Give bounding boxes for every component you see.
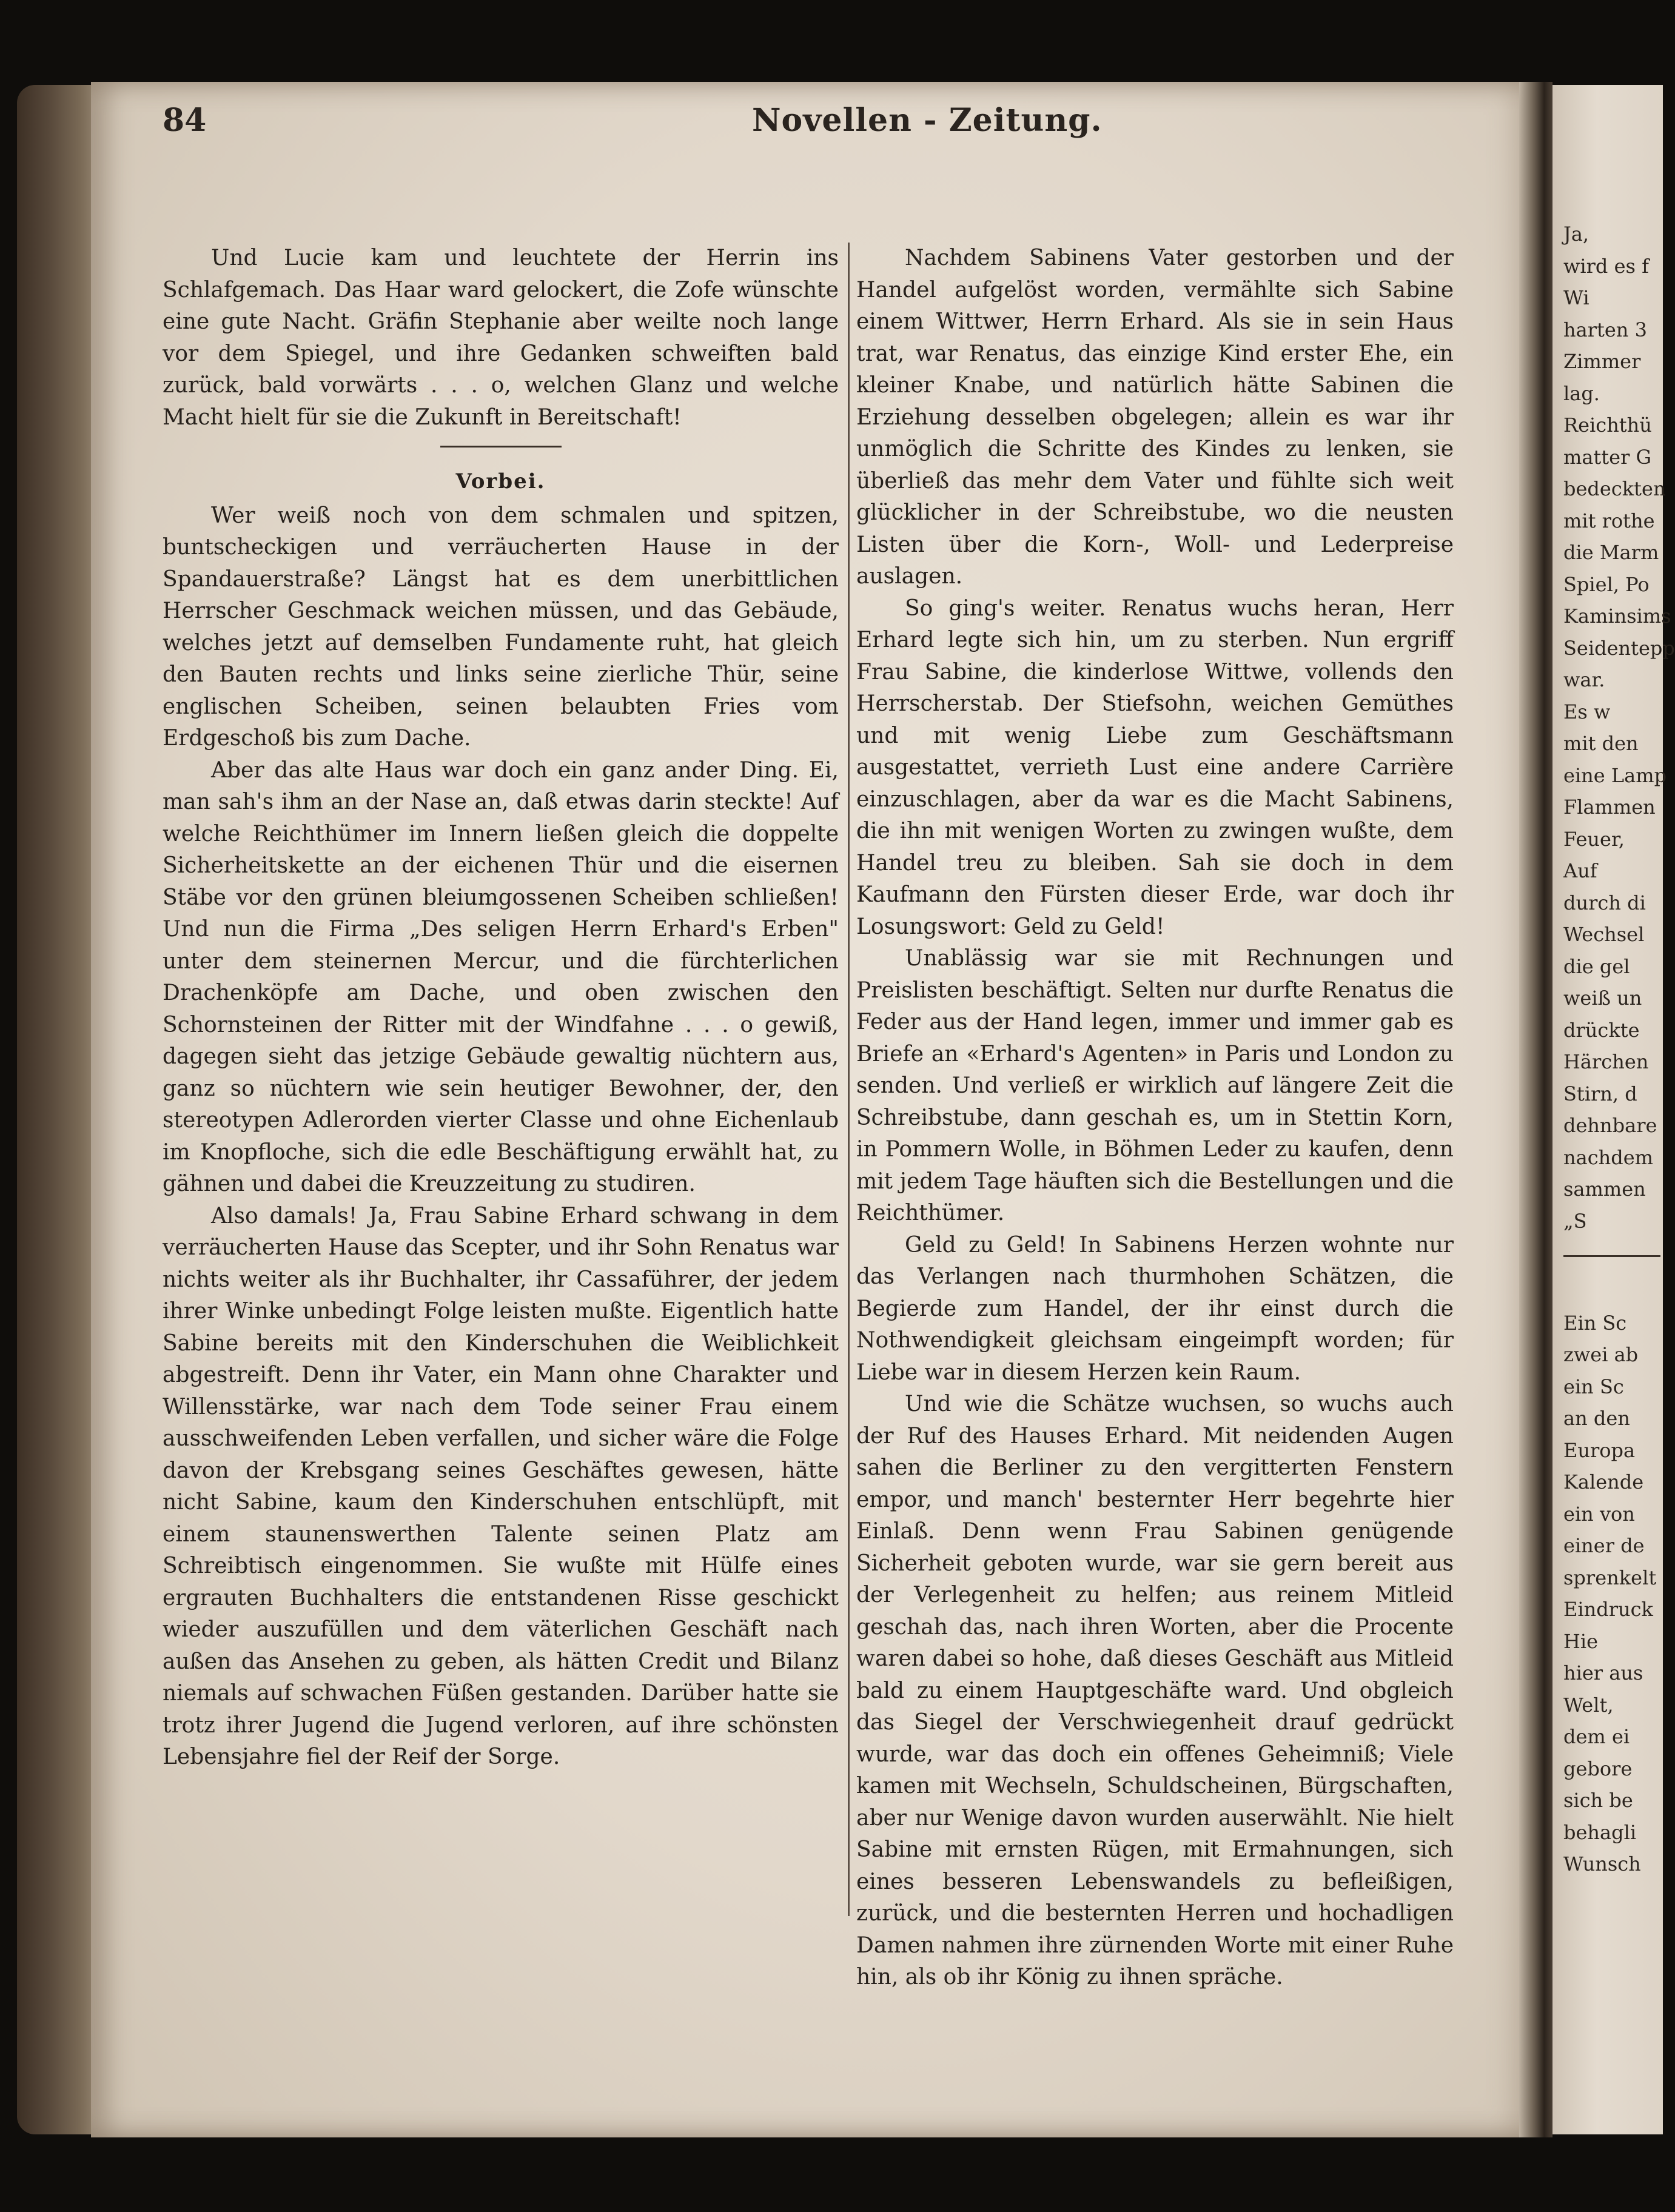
next-page-line: Feuer,: [1563, 827, 1625, 851]
next-page-line: die Marm: [1563, 541, 1659, 564]
next-page-line: Kaminsims: [1563, 605, 1671, 628]
paragraph: Und Lucie kam und leuchtete der Herrin ins Schlafgemach. Das Haar ward gelockert, die Zofe wünschte eine gute Nacht. Gräfin Stephanie aber weilte noch lange vor dem Spiegel, und ihre Gedanken schweiften bald zurück, bald vorwärts . . . o, welchen Glanz und welche Macht hielt für sie die Zukunft in Bereitschaft!: [163, 246, 839, 430]
next-page-line: zwei ab: [1563, 1343, 1639, 1366]
next-page-line: dehnbare: [1563, 1114, 1657, 1137]
next-page-line: einer de: [1563, 1534, 1645, 1557]
next-page-line: sprenkelt: [1563, 1566, 1657, 1589]
next-page-line: Wechsel: [1563, 923, 1645, 946]
next-page-line: hier aus: [1563, 1661, 1643, 1684]
page-number: 84: [163, 102, 207, 139]
next-page-line: Ein Sc: [1563, 1311, 1627, 1335]
right-column: [856, 243, 1454, 1994]
next-page-text-fragments: [1563, 218, 1675, 1880]
next-page-line: Europa: [1563, 1438, 1636, 1462]
next-page-line: Eindruck: [1563, 1598, 1653, 1621]
paragraph: Wer weiß noch von dem schmalen und spitzen, buntscheckigen und verräucherten Hause in der Spandauerstraße? Längst hat es dem unerbittlichen Herrscher Geschmack weichen müssen, und das Gebäude, welches jetzt auf demselben Fundamente ruht, hat gleich den Bauten rechts und links seine zierliche Thür, seine englischen Scheiben, seinen belaubten Fries vom Erdgeschoß bis zum Dache.: [163, 503, 839, 751]
next-page-line: Reichthü: [1563, 414, 1652, 437]
paragraph: Aber das alte Haus war doch ein ganz ander Ding. Ei, man sah's ihm an der Nase an, daß etwas darin steckte! Auf welche Reichthümer im Innern ließen gleich die doppelte Sicherheitskette an der eichenen Thür und die eisernen Stäbe vor den grünen bleiumgossenen Scheiben schließen! Und nun die Firma „Des seligen Herrn Erhard's Erben" unter dem steinernen Mercur, und die fürchterlichen Drachenköpfe am Dache, und oben zwischen den Schornsteinen der Ritter mit der Windfahne . . . o gewiß, dagegen sieht das jetzige Gebäude gewaltig nüchtern aus, ganz so nüchtern wie sein heutiger Bewohner, der, den stereotypen Adlerorden vierter Classe und ohne Eichenlaub im Knopfloche, sich die edle Beschäftigung erwählt hat, zu gähnen und dabei die Kreuzzeitung zu studiren.: [163, 757, 839, 1196]
next-page-line: dem ei: [1563, 1725, 1630, 1748]
paragraph: Also damals! Ja, Frau Sabine Erhard schwang in dem verräucherten Hause das Scepter, und ihr Sohn Renatus war nichts weiter als ihr Buchhalter, ihr Cassaführer, der jedem ihrer Winke unbedingt Folge leisten mußte. Eigentlich hatte Sabine bereits mit den Kinderschuhen die Weiblichkeit abgestreift. Denn ihr Vater, ein Mann ohne Charakter und Willensstärke, war nach dem Tode seiner Frau einem ausschweifenden Leben verfallen, und sicher wäre die Folge davon der Krebsgang seines Geschäftes gewesen, hätte nicht Sabine, kaum den Kinderschuhen entschlüpft, mit einem staunenswerthen Talente seinen Platz am Schreibtisch eingenommen. Sie wußte mit Hülfe eines ergrauten Buchhalters die entstandenen Risse geschickt wieder auszufüllen und dem väterlichen Geschäft nach außen das Ansehen zu geben, als hätten Credit und Bilanz niemals auf schwachen Füßen gestanden. Darüber hatte sie trotz ihrer Jugend die Jugend verloren, auf ihre schönsten Lebensjahre fiel der Reif der Sorge.: [163, 1203, 839, 1769]
next-page-line: eine Lamp: [1563, 763, 1667, 787]
next-page-line: lag.: [1563, 381, 1600, 405]
next-page-line: Welt,: [1563, 1693, 1614, 1717]
section-title: Vorbei.: [455, 469, 546, 494]
next-page-line: ein von: [1563, 1502, 1635, 1526]
next-page-line: Wi: [1563, 286, 1589, 309]
next-page-line: durch di: [1563, 891, 1646, 914]
next-page-line: Es w: [1563, 700, 1611, 723]
next-page-line: Kalende: [1563, 1470, 1644, 1493]
running-title: Novellen - Zeitung.: [752, 102, 1103, 139]
next-page-line: matter G: [1563, 445, 1652, 469]
next-page-line: behagli: [1563, 1820, 1637, 1844]
paragraph: So ging's weiter. Renatus wuchs heran, Herr Erhard legte sich hin, um zu sterben. Nun ergriff Frau Sabine, die kinderlose Wittwe, vollends den Herrscherstab. Der Stiefsohn, weichen Gemüthes und mit wenig Liebe zum Geschäftsmann ausgestattet, verrieth Lust eine andere Carrière einzuschlagen, aber da war es die Macht Sabinens, die ihn mit wenigen Worten zu zwingen wußte, dem Handel treu zu bleiben. Sah sie doch in dem Kaufmann den Fürsten dieser Erde, war doch ihr Losungswort: Geld zu Geld!: [856, 595, 1454, 939]
next-page-line: wird es f: [1563, 254, 1649, 278]
next-page-line: Seidentepp: [1563, 636, 1675, 660]
next-page-line: Härchen: [1563, 1050, 1649, 1073]
next-page-line: war.: [1563, 668, 1605, 691]
next-page-line: mit den: [1563, 732, 1639, 755]
column-divider: [848, 243, 850, 1916]
next-page-line: harten 3: [1563, 318, 1647, 341]
next-page-line: Stirn, d: [1563, 1082, 1637, 1105]
paragraph: Geld zu Geld! In Sabinens Herzen wohnte nur das Verlangen nach thurmhohen Schätzen, die Begierde zum Handel, der ihr einst durch die Nothwendigkeit gleichsam eingeimpft worden; für Liebe war in diesem Herzen kein Raum.: [856, 1232, 1454, 1385]
next-page-edge: [1552, 85, 1675, 2134]
next-page-line: Auf: [1563, 859, 1597, 882]
next-page-line: sich be: [1563, 1789, 1633, 1812]
next-page-line: nachdem: [1563, 1145, 1653, 1169]
next-page-line: bedeckten: [1563, 477, 1666, 500]
next-page-line: „S: [1563, 1209, 1587, 1233]
paragraph: Nachdem Sabinens Vater gestorben und der Handel aufgelöst worden, vermählte sich Sabine einem Wittwer, Herrn Erhard. Als sie in sein Haus trat, war Renatus, das einzige Kind erster Ehe, ein kleiner Knabe, und natürlich hätte Sabinen die Erziehung desselben obgelegen; allein es war ihr unmöglich die Schritte des Kindes zu lenken, sie überließ das mehr dem Vater und fühlte sich weit glücklicher in der Schreibstube, wo die neusten Listen über die Korn-, Woll- und Lederpreise auslagen.: [856, 246, 1454, 589]
book-gutter: [1519, 82, 1552, 2137]
left-column: [163, 243, 839, 1774]
next-page-line: sammen: [1563, 1178, 1646, 1201]
next-page-line: Flammen: [1563, 796, 1656, 819]
next-page-line: mit rothe: [1563, 509, 1655, 532]
next-page-line: drückte: [1563, 1018, 1640, 1042]
next-page-line: gebore: [1563, 1757, 1633, 1780]
next-page-line: Ja,: [1563, 223, 1589, 246]
next-page-line: die gel: [1563, 954, 1630, 978]
next-page-rule: [1563, 1255, 1660, 1289]
paragraph: Unablässig war sie mit Rechnungen und Preislisten beschäftigt. Selten nur durfte Renatus die Feder aus der Hand legen, immer und immer gab es Briefe an «Erhard's Agenten» in Paris und London zu senden. Und verließ er wirklich auf längere Zeit die Schreibstube, dann geschah es, um in Stettin Korn, in Pommern Wolle, in Böhmen Leder zu kaufen, denn mit jedem Tage häuften sich die Bestellungen und die Reichthümer.: [856, 946, 1454, 1225]
section-divider-rule: [440, 446, 562, 447]
next-page-line: weiß un: [1563, 987, 1642, 1010]
next-page-line: an den: [1563, 1407, 1630, 1430]
paragraph: Und wie die Schätze wuchsen, so wuchs auch der Ruf des Hauses Erhard. Mit neidenden Augen sahen die Berliner zu den vergitterten Fenstern empor, und manch' besternter Herr begehrte hier Einlaß. Denn wenn Frau Sabinen genügende Sicherheit geboten wurde, war sie gern bereit aus der Verlegenheit zu helfen; aus reinem Mitleid geschah das, nach ihren Worten, aber die Procente waren dabei so hohe, daß dieses Geschäft aus Mitleid bald zu einem Hauptgeschäfte ward. Und obgleich das Siegel der Verschwiegenheit drauf gedrückt wurde, war das doch ein offenes Geheimniß; Viele kamen mit Wechseln, Schuldscheinen, Bürgschaften, aber nur Wenige davon wurden auserwählt. Nie hielt Sabine mit ernsten Rügen, mit Ermahnungen, sich eines besseren Lebenswandels zu befleißigen, zurück, und die besternten Herren und hochadligen Damen nahmen ihre zürnenden Worte mit einer Ruhe hin, als ob ihr König zu ihnen spräche.: [856, 1392, 1454, 1989]
next-page-line: Spiel, Po: [1563, 572, 1650, 596]
next-page-line: Wunsch: [1563, 1852, 1641, 1875]
next-page-line: Zimmer: [1563, 350, 1641, 373]
next-page-line: Hie: [1563, 1629, 1599, 1653]
next-page-line: ein Sc: [1563, 1375, 1624, 1398]
